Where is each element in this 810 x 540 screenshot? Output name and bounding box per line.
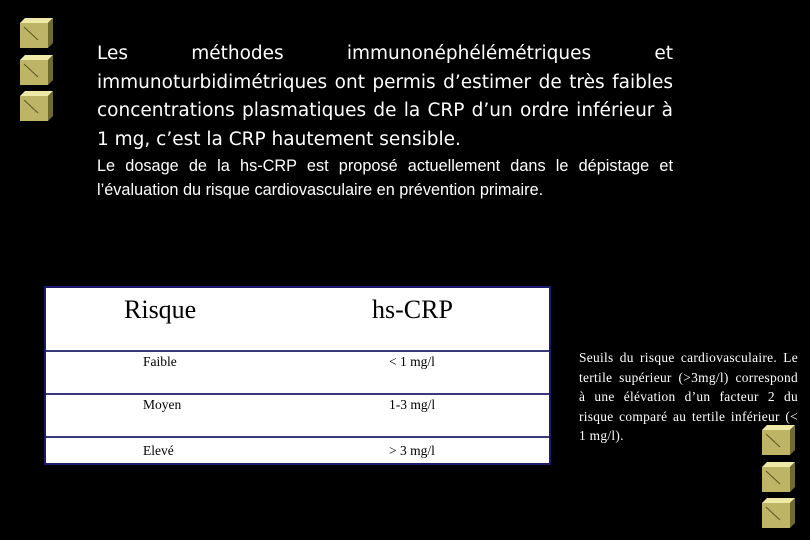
crp-threshold: < 1 mg/l: [389, 354, 435, 369]
table-row: [46, 436, 549, 463]
table-header-row: [46, 288, 549, 350]
header-hs-crp: hs-CRP: [372, 295, 453, 324]
screening-paragraph: Le dosage de la hs-CRP est proposé actuellement dans le dépistage et l’évaluation du risque cardiovasculaire en prévention primaire.: [97, 157, 673, 199]
risk-level: Moyen: [143, 397, 182, 412]
crp-threshold: > 3 mg/l: [389, 443, 435, 458]
risk-table: [44, 286, 551, 465]
gold-cube-icon: [20, 18, 53, 48]
gold-cube-icon: [762, 462, 795, 492]
risk-level: Elevé: [143, 443, 174, 458]
gold-cube-icon: [20, 91, 53, 121]
table-row: [46, 393, 549, 436]
table-row: [46, 350, 549, 393]
header-risque: Risque: [124, 295, 197, 324]
crp-threshold: 1-3 mg/l: [389, 397, 436, 412]
risk-level: Faible: [143, 354, 177, 369]
intro-paragraph: Les méthodes immunonéphélémétriques et immunoturbidimétriques ont permis d’estimer de très faibles concentrations plasmatiques de la CRP d’un ordre inférieur à 1 mg, c’est la CRP hautement sensible.: [97, 43, 673, 150]
gold-cube-icon: [762, 498, 795, 528]
table-caption: Seuils du risque cardiovasculaire. Le tertile supérieur (>3mg/l) correspond à une élévation d’un facteur 2 du risque comparé au tertile inférieur (< 1 mg/l).: [579, 350, 798, 444]
gold-cube-icon: [20, 55, 53, 85]
